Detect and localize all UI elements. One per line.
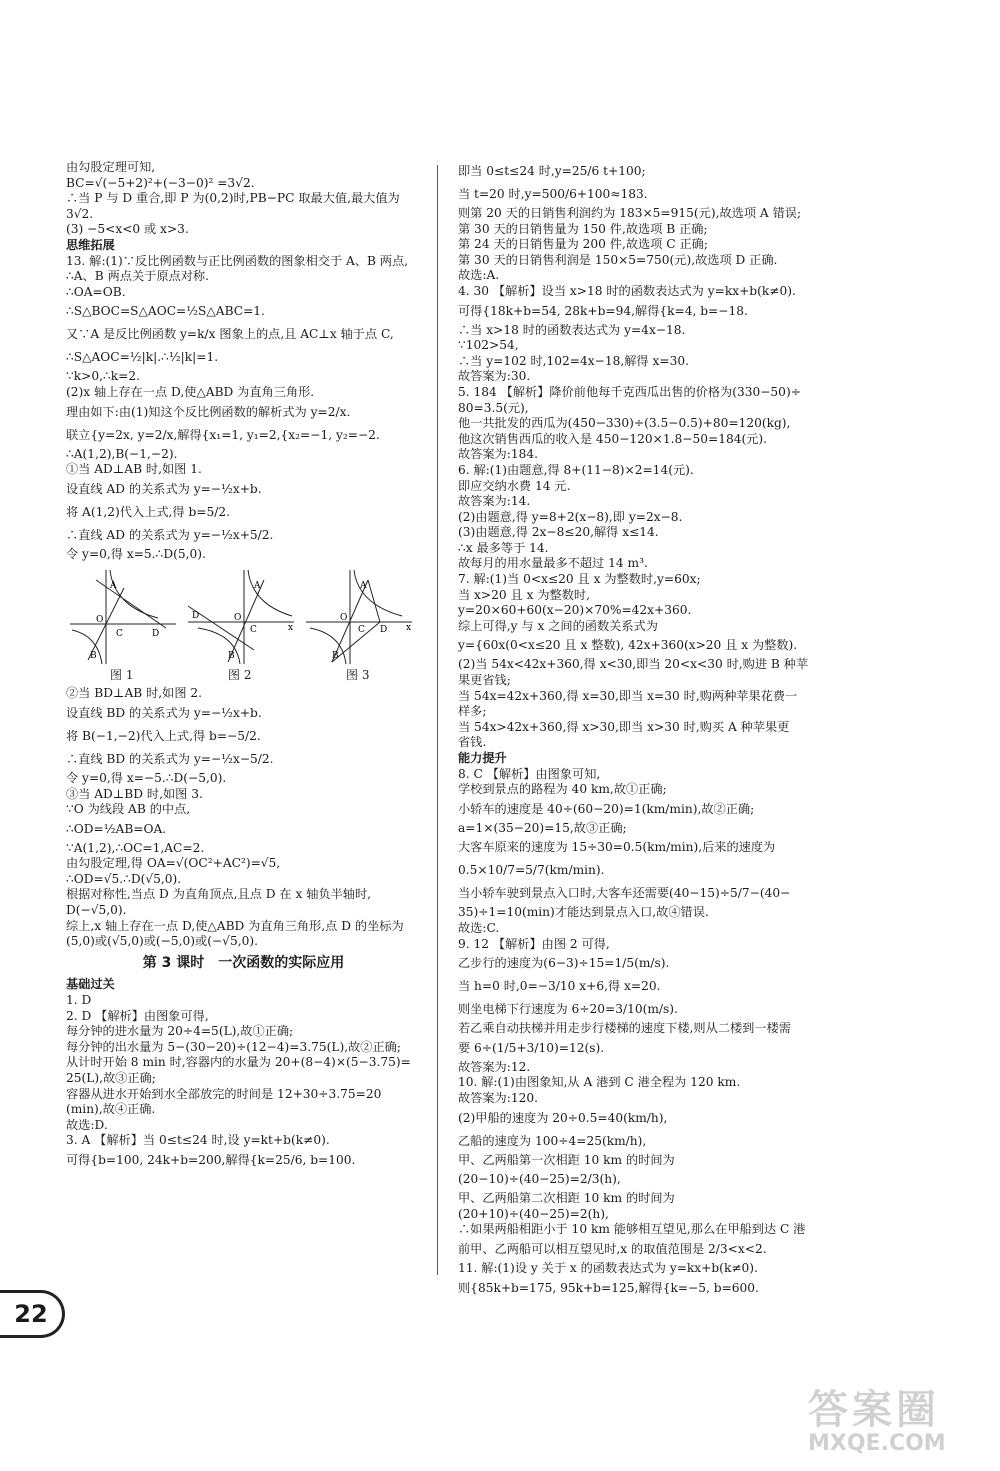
watermark-logo — [808, 1378, 978, 1458]
text-line: 则{85k+b=175, 95k+b=125,解得{k=−5, b=600. — [458, 1280, 759, 1295]
text-line: 故选:C. — [458, 920, 500, 935]
text-line: ∵k>0,∴k=2. — [66, 369, 140, 384]
section-heading-siwei: 思维拓展 — [66, 237, 115, 252]
text-line: 即应交纳水费 14 元. — [458, 478, 571, 493]
text-line: 将 A(1,2)代入上式,得 b=5/2. — [66, 504, 230, 519]
text-line: ∴S△BOC=S△AOC=½S△ABC=1. — [66, 304, 265, 319]
text-line: 学校到景点的路程为 40 km,故①正确; — [458, 782, 667, 797]
left-block-2 — [66, 254, 421, 563]
text-line: ∴A(1,2),B(−1,−2). — [66, 446, 178, 461]
text-line: (2)甲船的速度为 20÷0.5=40(km/h), — [458, 1110, 668, 1125]
text-line: 大客车原来的速度为 15÷30=0.5(km/min),后来的速度为 — [458, 840, 776, 855]
left-block-1 — [66, 160, 421, 238]
text-line: 当 x>20 且 x 为整数时, — [458, 587, 590, 602]
text-line: 3. A 【解析】当 0≤t≤24 时,设 y=kt+b(k≠0). — [66, 1133, 330, 1148]
svg-text:C: C — [250, 625, 257, 636]
text-line: y=20×60+60(x−20)×70%=42x+360. — [458, 603, 692, 618]
text-line: ∵102>54, — [458, 338, 519, 353]
text-line: 他一共批发的西瓜为(450−330)÷(3.5−0.5)+80=120(kg), — [458, 416, 791, 431]
figure-3 — [302, 566, 414, 666]
svg-text:A: A — [254, 581, 261, 592]
text-line: 4. 30 【解析】设当 x>18 时的函数表达式为 y=kx+b(k≠0). — [458, 283, 796, 298]
text-line: 11. 解:(1)设 y 关于 x 的函数表达式为 y=kx+b(k≠0). — [458, 1260, 758, 1275]
left-block-3 — [66, 686, 421, 950]
text-line: 省钱. — [458, 735, 487, 750]
text-line: 甲、乙两船第一次相距 10 km 的时间为 — [458, 1152, 675, 1167]
section-heading-jichu: 基础过关 — [66, 977, 115, 992]
text-line: 则第 20 天的日销售利润约为 183×5=915(元),故选项 A 错误; — [458, 206, 802, 220]
watermark-top: 答案圈 — [808, 1387, 940, 1433]
text-line: 当 h=0 时,0=−3/10 x+6,得 x=20. — [458, 979, 661, 994]
text-line: 8. C 【解析】由图象可知, — [458, 766, 601, 781]
text-line: y={60x(0<x≤20 且 x 整数), 42x+360(x>20 且 x 为整数). — [458, 638, 798, 653]
text-line: ∵A(1,2),∴OC=1,AC=2. — [66, 840, 205, 855]
text-line: 联立{y=2x, y=2/x,解得{x₁=1, y₁=2,{x₂=−1, y₂=−2. — [66, 427, 380, 442]
svg-text:D: D — [192, 611, 200, 622]
text-line: ②当 BD⊥AB 时,如图 2. — [66, 686, 203, 701]
svg-text:B: B — [332, 651, 339, 662]
text-line: 7. 解:(1)当 0<x≤20 且 x 为整数时,y=60x; — [458, 572, 701, 587]
text-line: 6. 解:(1)由题意,得 8+(11−8)×2=14(元). — [458, 462, 694, 477]
text-line: 又∵A 是反比例函数 y=k/x 图象上的点,且 AC⊥x 轴于点 C, — [66, 327, 394, 342]
text-line: 5. 184 【解析】降价前他每千克西瓜出售的价格为(330−50)÷ — [458, 384, 801, 399]
text-line: 若乙乘自动扶梯并用走步行楼梯的速度下楼,则从二楼到一楼需 — [458, 1021, 791, 1036]
text-line: 0.5×10/7=5/7(km/min). — [458, 863, 605, 878]
text-line: 设直线 AD 的关系式为 y=−½x+b. — [66, 481, 262, 496]
text-line: 当 54x=42x+360,得 x=30,即当 x=30 时,购两种苹果花费一 — [458, 688, 798, 703]
page-number: 22 — [0, 1290, 65, 1338]
text-line: 3√2. — [66, 206, 94, 221]
text-line: 可得{b=100, 24k+b=200,解得{k=25/6, b=100. — [66, 1152, 356, 1167]
text-line: (3)由题意,得 2x−8≤20,解得 x≤14. — [458, 525, 659, 540]
text-line: 故每月的用水量最多不超过 14 m³. — [458, 556, 648, 571]
text-line: ∴OD=√5.∴D(√5,0). — [66, 871, 182, 886]
text-line: 当 54x>42x+360,得 x>30,即当 x>30 时,购买 A 种苹果更 — [458, 719, 790, 734]
text-line: 1. D — [66, 993, 92, 1008]
text-line: (min),故④正确. — [66, 1102, 156, 1117]
svg-text:x: x — [288, 623, 294, 634]
text-line: (3) −5<x<0 或 x>3. — [66, 222, 189, 237]
text-line: 前甲、乙两船可以相互望见时,x 的取值范围是 2/3<x<2. — [458, 1241, 767, 1256]
text-line: 则坐电梯下行速度为 6÷20=3/10(m/s). — [458, 1002, 678, 1017]
text-line: 故选:A. — [458, 268, 500, 283]
svg-text:C: C — [358, 625, 365, 636]
text-line: 第 24 天的日销售量为 200 件,故选项 C 正确; — [458, 237, 708, 252]
text-line: 10. 解:(1)由图象知,从 A 港到 C 港全程为 120 km. — [458, 1075, 741, 1090]
text-line: 他这次销售西瓜的收入是 450−120×1.8−50=184(元). — [458, 431, 768, 446]
text-line: (5,0)或(√5,0)或(−5,0)或(−√5,0). — [66, 934, 258, 949]
right-block-1 — [458, 160, 928, 751]
text-line: 由勾股定理,得 OA=√(OC²+AC²)=√5, — [66, 856, 281, 871]
text-line: 故选:D. — [66, 1117, 108, 1132]
text-line: ∴如果两船相距小于 10 km 能够相互望见,那么在甲船到达 C 港 — [458, 1222, 806, 1237]
text-line: 当小轿车驶到景点入口时,大客车还需要(40−15)÷5/7−(40− — [458, 886, 791, 901]
text-line: 35)÷1=10(min)才能达到景点入口,故④错误. — [458, 905, 709, 920]
text-line: 故答案为:30. — [458, 369, 531, 384]
text-line: 故答案为:120. — [458, 1090, 538, 1105]
svg-text:D: D — [380, 625, 388, 636]
text-line: 故答案为:12. — [458, 1059, 531, 1074]
text-line: 综上可得,y 与 x 之间的函数关系式为 — [458, 618, 658, 633]
text-line: ∴直线 BD 的关系式为 y=−½x−5/2. — [66, 751, 274, 766]
right-block-2 — [458, 767, 928, 1300]
figure-1 — [66, 566, 178, 666]
text-line: 样多; — [458, 704, 487, 719]
text-line: ∴当 P 与 D 重合,即 P 为(0,2)时,PB−PC 取最大值,最大值为 — [66, 191, 400, 206]
text-line: ∴当 x>18 时的函数表达式为 y=4x−18. — [458, 322, 686, 337]
text-line: 2. D 【解析】由图象可得, — [66, 1008, 209, 1023]
text-line: 每分钟的进水量为 20÷4=5(L),故①正确; — [66, 1024, 294, 1039]
text-line: 设直线 BD 的关系式为 y=−½x+b. — [66, 705, 262, 720]
figure-2-caption: 图 2 — [228, 668, 252, 683]
svg-text:D: D — [152, 629, 160, 640]
text-line: ∴当 y=102 时,102=4x−18,解得 x=30. — [458, 353, 689, 368]
column-divider — [437, 165, 438, 1275]
svg-text:A: A — [360, 581, 367, 592]
text-line: D(−√5,0). — [66, 903, 127, 918]
text-line: 13. 解:(1)∵反比例函数与正比例函数的图象相交于 A、B 两点, — [66, 253, 409, 268]
text-line: 故答案为:184. — [458, 447, 538, 462]
text-line: 乙步行的速度为(6−3)÷15=1/5(m/s). — [458, 956, 670, 971]
text-line: 第 30 天的日销售量为 150 件,故选项 B 正确; — [458, 221, 708, 236]
text-line: 即当 0≤t≤24 时,y=25/6 t+100; — [458, 164, 646, 178]
left-column — [66, 160, 421, 1172]
svg-text:O: O — [234, 613, 242, 624]
text-line: 当 t=20 时,y=500/6+100≈183. — [458, 187, 648, 201]
text-line: (2)当 54x<42x+360,得 x<30,即当 20<x<30 时,购进 B 种苹 — [458, 657, 809, 672]
svg-text:O: O — [340, 613, 348, 624]
text-line: ∴直线 AD 的关系式为 y=−½x+5/2. — [66, 527, 274, 542]
svg-text:C: C — [116, 629, 123, 640]
svg-text:O: O — [96, 615, 104, 626]
text-line: 第 30 天的日销售利润是 150×5=750(元),故选项 D 正确. — [458, 252, 778, 267]
svg-text:x: x — [406, 623, 412, 634]
text-line: 25(L),故③正确; — [66, 1071, 156, 1085]
text-line: 要 6÷(1/5+3/10)=12(s). — [458, 1040, 605, 1055]
text-line: 理由如下:由(1)知这个反比例函数的解析式为 y=2/x. — [66, 404, 351, 419]
text-line: a=1×(35−20)=15,故③正确; — [458, 820, 627, 835]
watermark-bottom: MXQE.COM — [808, 1431, 946, 1456]
text-line: 甲、乙两船第二次相距 10 km 的时间为 — [458, 1191, 675, 1206]
text-line: 根据对称性,当点 D 为直角顶点,且点 D 在 x 轴负半轴时, — [66, 887, 372, 902]
text-line: (2)x 轴上存在一点 D,使△ABD 为直角三角形. — [66, 384, 315, 399]
text-line: 从计时开始 8 min 时,容器内的水量为 20+(8−4)×(5−3.75)= — [66, 1055, 411, 1070]
text-line: 每分钟的出水量为 5−(30−20)÷(12−4)=3.75(L),故②正确; — [66, 1039, 401, 1054]
text-line: ∴A、B 两点关于原点对称. — [66, 269, 209, 284]
text-line: 将 B(−1,−2)代入上式,得 b=−5/2. — [66, 728, 261, 743]
text-line: 令 y=0,得 x=−5.∴D(−5,0). — [66, 770, 227, 785]
text-line: 乙船的速度为 100÷4=25(km/h), — [458, 1133, 647, 1148]
text-line: 容器从进水开始到水全部放完的时间是 12+30÷3.75=20 — [66, 1086, 382, 1101]
text-line: BC=√(−5+2)²+(−3−0)² =3√2. — [66, 175, 255, 190]
text-line: (2)由题意,得 y=8+2(x−8),即 y=2x−8. — [458, 509, 683, 524]
text-line: ∵O 为线段 AB 的中点, — [66, 802, 191, 817]
text-line: ∴S△AOC=½|k|.∴½|k|=1. — [66, 350, 219, 365]
text-line: ∴OD=½AB=OA. — [66, 821, 167, 836]
text-line: ③当 AD⊥BD 时,如图 3. — [66, 786, 203, 801]
text-line: 由勾股定理可知, — [66, 160, 156, 174]
text-line: 综上,x 轴上存在一点 D,使△ABD 为直角三角形,点 D 的坐标为 — [66, 918, 404, 933]
lesson-title: 第 3 课时 一次函数的实际应用 — [142, 954, 345, 971]
text-line: 果更省钱; — [458, 673, 511, 688]
text-line: (20−10)÷(40−25)=2/3(h), — [458, 1172, 621, 1187]
svg-text:B: B — [228, 651, 235, 662]
figure-1-caption: 图 1 — [110, 668, 134, 683]
figure-row — [66, 566, 421, 684]
text-line: (20+10)÷(40−25)=2(h), — [458, 1206, 609, 1221]
section-heading-nengli: 能力提升 — [458, 751, 507, 765]
text-line: ∴x 最多等于 14. — [458, 540, 549, 555]
svg-text:A: A — [110, 581, 117, 592]
svg-text:B: B — [90, 651, 97, 662]
text-line: ①当 AD⊥AB 时,如图 1. — [66, 462, 202, 477]
text-line: 可得{18k+b=54, 28k+b=94,解得{k=4, b=−18. — [458, 303, 748, 318]
text-line: 小轿车的速度是 40÷(60−20)=1(km/min),故②正确; — [458, 801, 755, 816]
right-column — [458, 160, 928, 1300]
text-line: 80=3.5(元), — [458, 400, 529, 415]
text-line: 令 y=0,得 x=5.∴D(5,0). — [66, 546, 206, 561]
figure-3-caption: 图 3 — [346, 668, 370, 683]
figure-2 — [184, 566, 296, 666]
text-line: 9. 12 【解析】由图 2 可得, — [458, 936, 610, 951]
text-line: ∴OA=OB. — [66, 284, 126, 299]
left-block-4 — [66, 993, 421, 1172]
text-line: 故答案为:14. — [458, 494, 531, 509]
